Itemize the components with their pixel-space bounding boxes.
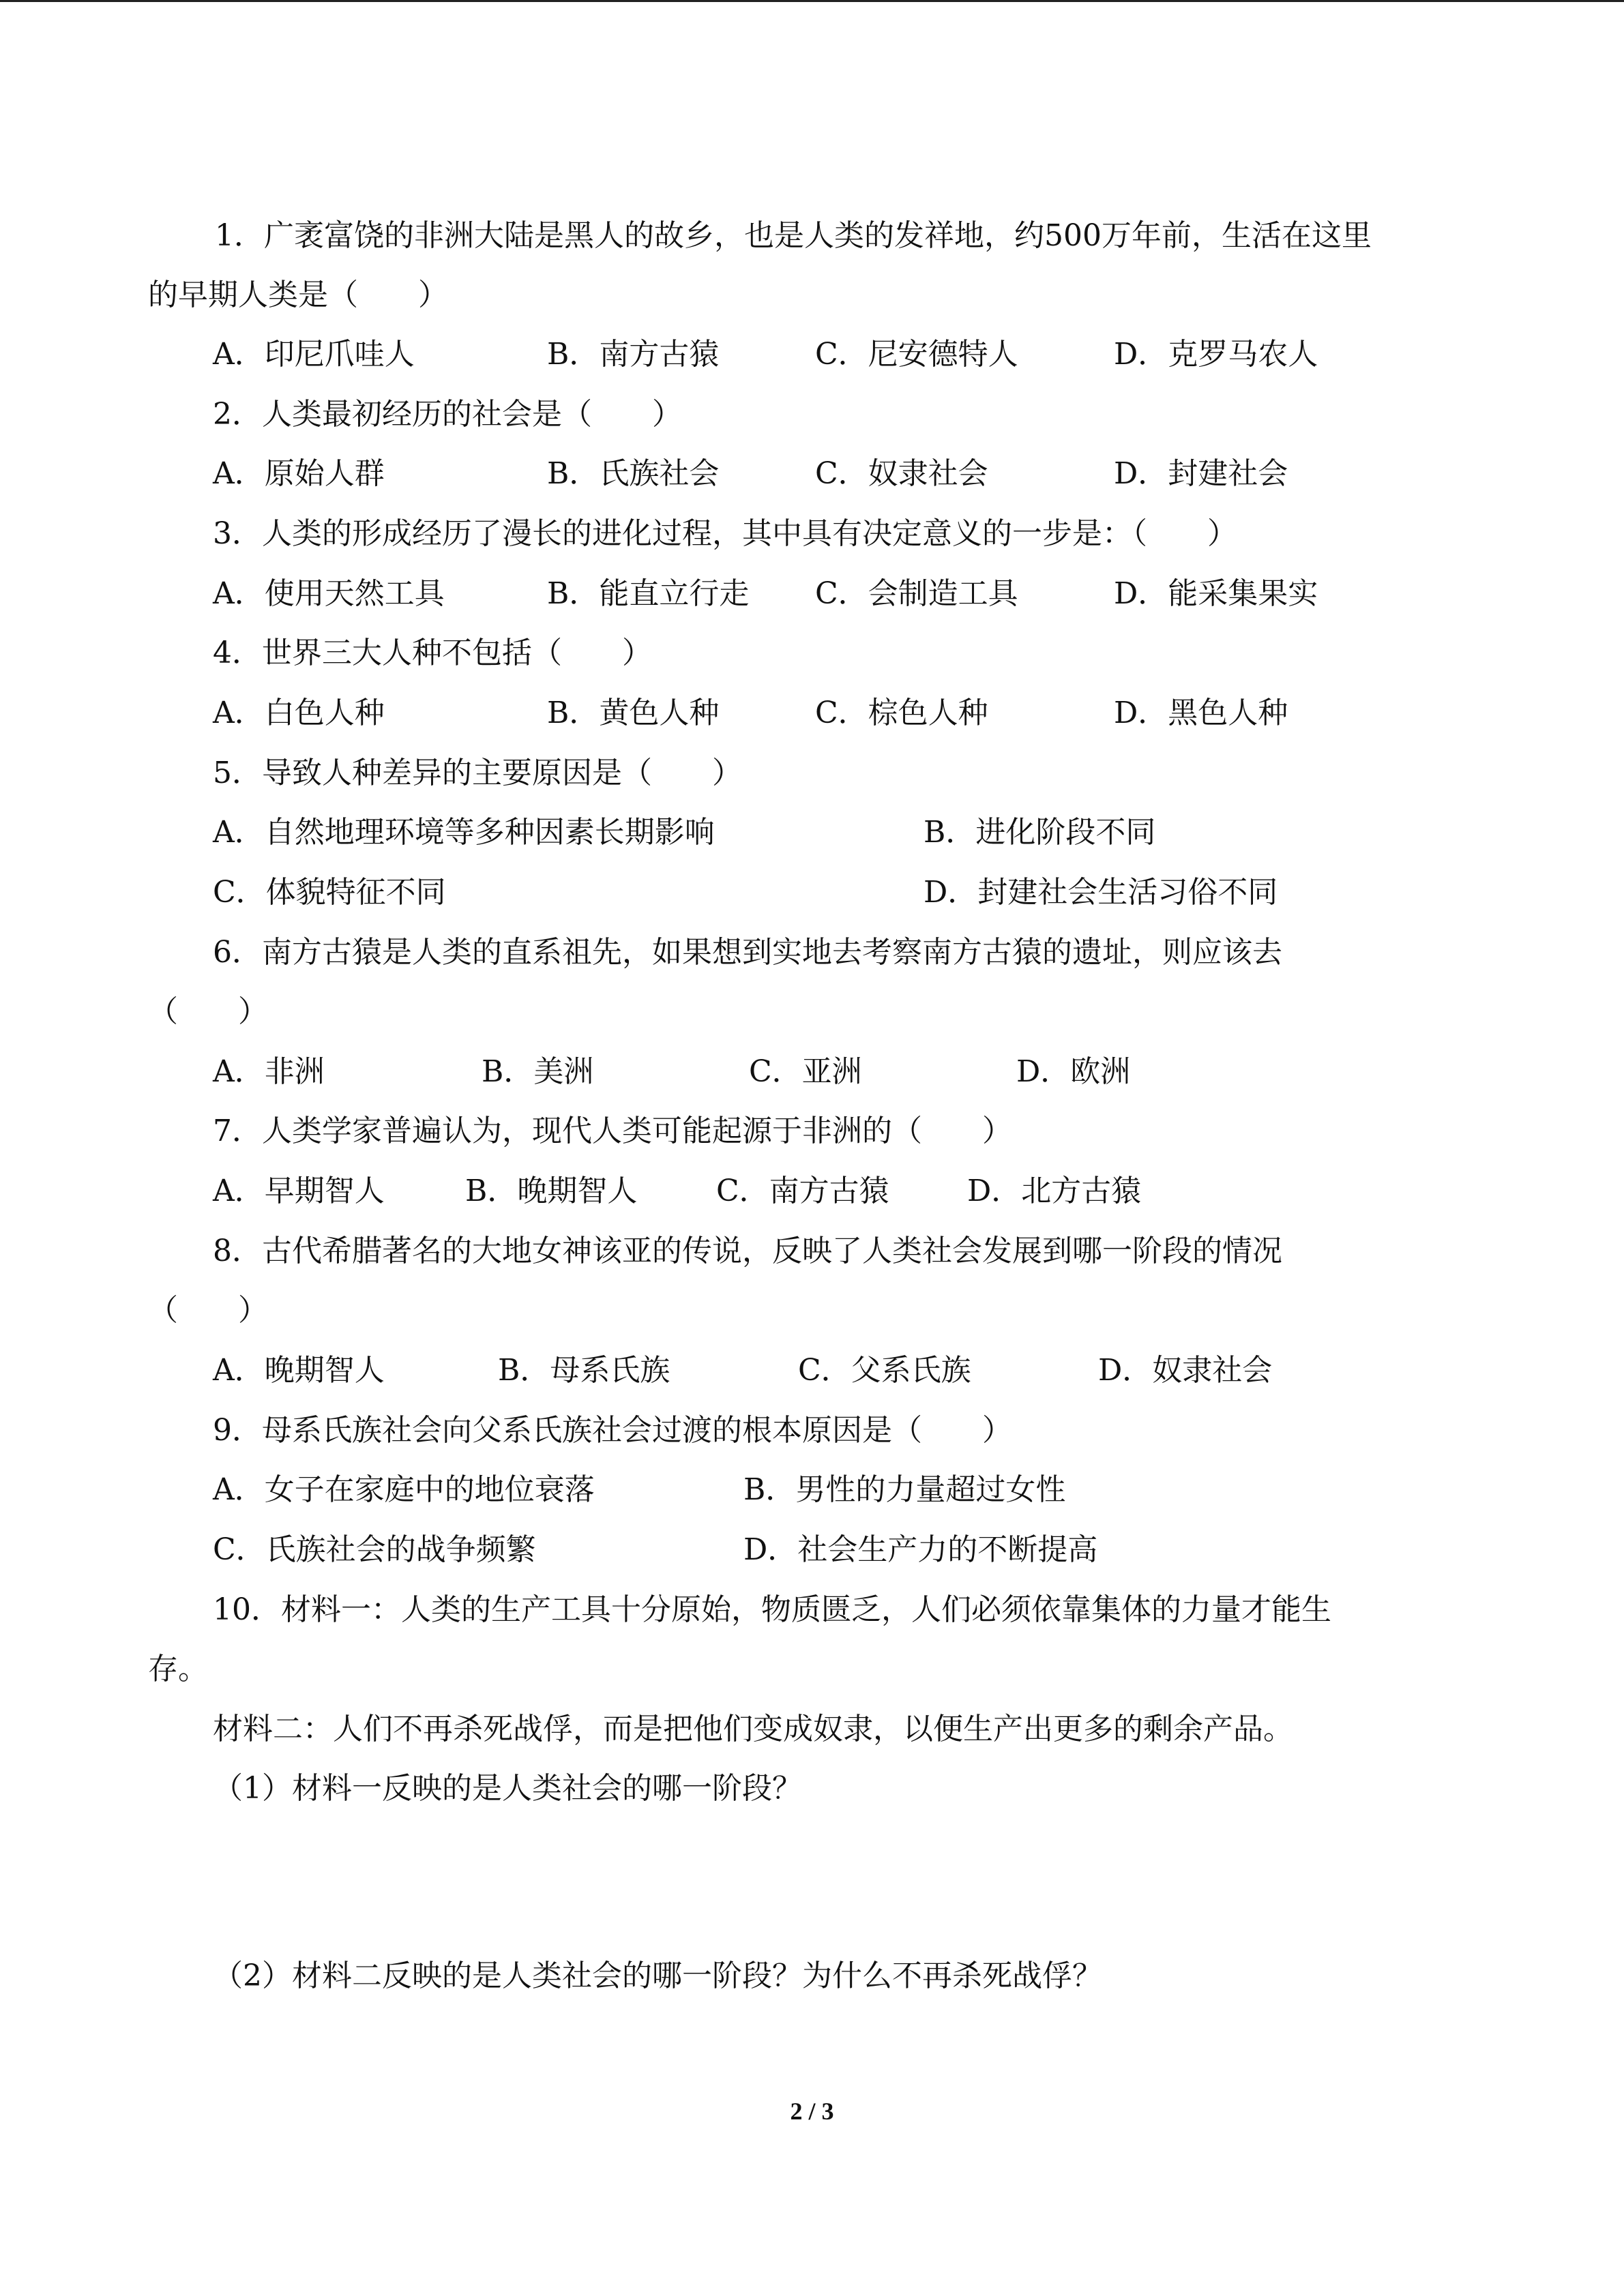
question-5-stem: 5．导致人种差异的主要原因是（ ） [213, 756, 742, 790]
question-8-option-c: C．父系氏族 [798, 1353, 971, 1388]
page-number: 2 / 3 [790, 2098, 834, 2125]
question-8-stem: 8．古代希腊著名的大地女神该亚的传说，反映了人类社会发展到哪一阶段的情况 [213, 1234, 1282, 1268]
question-9-option-a: A．女子在家庭中的地位衰落 [213, 1472, 595, 1507]
question-10-sub-question-1: （1）材料一反映的是人类社会的哪一阶段？ [213, 1771, 802, 1806]
question-7-option-a: A．早期智人 [213, 1174, 385, 1208]
question-1-option-c: C．尼安德特人 [815, 337, 1018, 372]
question-9-options-row-2 [0, 1530, 1624, 1570]
question-8-option-d: D．奴隶社会 [1098, 1353, 1273, 1388]
question-2-option-a: A．原始人群 [213, 456, 385, 491]
question-8-stem-continued: （ ） [148, 1293, 268, 1328]
question-6-stem: 6．南方古猿是人类的直系祖先，如果想到实地去考察南方古猿的遗址，则应该去 [213, 935, 1282, 970]
question-2-options [0, 453, 1624, 494]
question-2-option-c: C．奴隶社会 [815, 456, 988, 491]
question-1-option-a: A．印尼爪哇人 [213, 337, 415, 372]
question-1-option-d: D．克罗马农人 [1114, 337, 1318, 372]
question-5-options-row-2 [0, 872, 1624, 913]
question-3-options [0, 573, 1624, 614]
question-4-stem: 4．世界三大人种不包括（ ） [213, 636, 652, 670]
question-7-stem: 7．人类学家普遍认为，现代人类可能起源于非洲的（ ） [213, 1114, 1012, 1148]
question-7-option-b: B．晚期智人 [465, 1174, 638, 1208]
top-border-line [0, 0, 1624, 2]
question-10-material-1: 10．材料一：人类的生产工具十分原始，物质匮乏，人们必须依靠集体的力量才能生 [213, 1592, 1331, 1627]
question-5-option-b: B．进化阶段不同 [924, 815, 1156, 850]
question-1-stem: 1．广袤富饶的非洲大陆是黑人的故乡，也是人类的发祥地，约500万年前，生活在这里 [215, 218, 1372, 253]
question-8-options [0, 1350, 1624, 1391]
question-2-stem: 2．人类最初经历的社会是（ ） [213, 397, 682, 432]
question-9-option-d: D．社会生产力的不断提高 [743, 1532, 1098, 1567]
question-4-option-d: D．黑色人种 [1114, 696, 1288, 730]
question-9-options-row-1 [0, 1470, 1624, 1510]
question-9-option-c: C．氏族社会的战争频繁 [213, 1532, 536, 1567]
question-3-option-d: D．能采集果实 [1114, 576, 1318, 611]
question-4-option-c: C．棕色人种 [815, 696, 988, 730]
question-9-stem: 9．母系氏族社会向父系氏族社会过渡的根本原因是（ ） [213, 1413, 1012, 1448]
question-7-option-d: D．北方古猿 [967, 1174, 1142, 1208]
question-9-option-b: B．男性的力量超过女性 [743, 1472, 1066, 1507]
question-10-material-1-continued: 存。 [148, 1652, 208, 1686]
question-6-option-b: B．美洲 [482, 1054, 594, 1089]
question-6-options [0, 1052, 1624, 1092]
question-4-options [0, 693, 1624, 734]
question-6-option-a: A．非洲 [213, 1054, 325, 1089]
question-1-options [0, 334, 1624, 375]
question-3-option-c: C．会制造工具 [815, 576, 1018, 611]
question-1-stem-continued: 的早期人类是（ ） [148, 278, 448, 312]
question-6-option-c: C．亚洲 [749, 1054, 862, 1089]
question-7-options [0, 1171, 1624, 1212]
question-1-option-b: B．南方古猿 [547, 337, 720, 372]
question-8-option-a: A．晚期智人 [213, 1353, 385, 1388]
question-2-option-d: D．封建社会 [1114, 456, 1288, 491]
question-5-option-c: C．体貌特征不同 [213, 875, 446, 910]
question-8-option-b: B．母系氏族 [498, 1353, 670, 1388]
question-10-material-2: 材料二：人们不再杀死战俘，而是把他们变成奴隶，以便生产出更多的剩余产品。 [213, 1712, 1293, 1746]
question-2-option-b: B．氏族社会 [547, 456, 720, 491]
question-7-option-c: C．南方古猿 [716, 1174, 889, 1208]
question-4-option-b: B．黄色人种 [547, 696, 720, 730]
question-5-option-d: D．封建社会生活习俗不同 [924, 875, 1278, 910]
question-3-option-a: A．使用天然工具 [213, 576, 445, 611]
question-6-option-d: D．欧洲 [1016, 1054, 1131, 1089]
question-3-option-b: B．能直立行走 [547, 576, 750, 611]
question-5-option-a: A．自然地理环境等多种因素长期影响 [213, 815, 715, 850]
question-3-stem: 3．人类的形成经历了漫长的进化过程，其中具有决定意义的一步是：（ ） [213, 516, 1237, 551]
question-10-sub-question-2: （2）材料二反映的是人类社会的哪一阶段？为什么不再杀死战俘？ [213, 1958, 1102, 1993]
question-6-stem-continued: （ ） [148, 994, 268, 1029]
question-5-options-row-1 [0, 812, 1624, 853]
question-4-option-a: A．白色人种 [213, 696, 385, 730]
